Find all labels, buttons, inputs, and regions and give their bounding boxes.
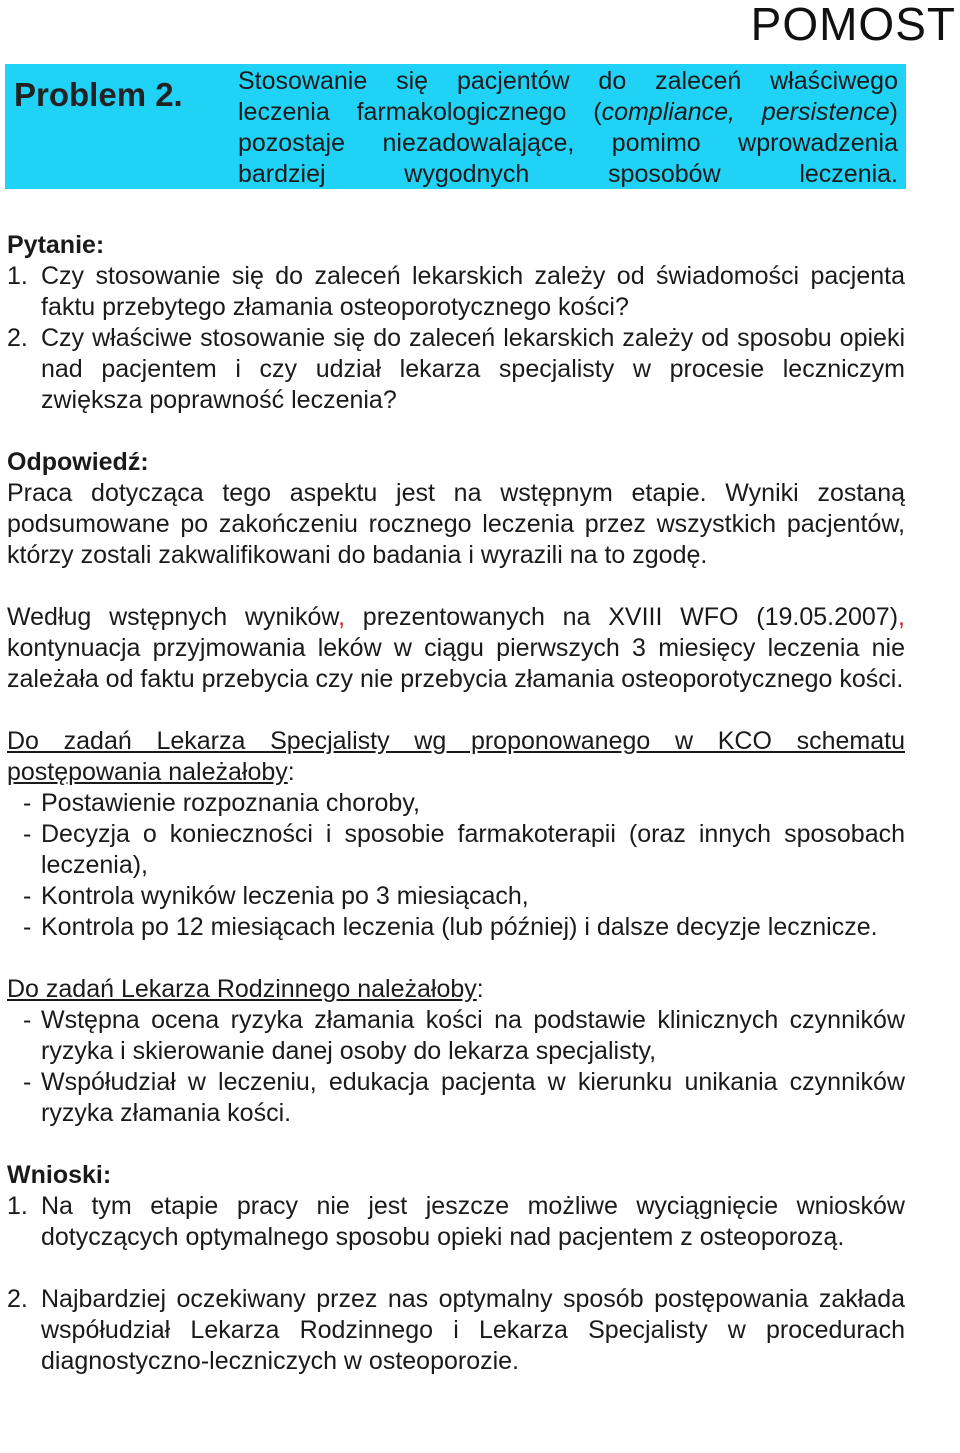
specjalista-item: - Decyzja o konieczności i sposobie farmakoterapii (oraz innych sposobach leczenia), [23, 820, 905, 879]
wnioski-item [7, 1284, 905, 1377]
problem-line-4: bardziej wygodnych sposobów leczenia. [238, 160, 898, 188]
red-comma: , [338, 603, 346, 631]
specjalista-heading: Do zadań Lekarza Specjalisty wg proponowanego w KCO schematu postępowania należałoby: [7, 727, 905, 786]
odpowiedz-heading: Odpowiedź: [7, 448, 149, 476]
odpowiedz-paragraph-2: Według wstępnych wyników, prezentowanych na XVIII WFO (19.05.2007), kontynuacja przyjmowania leków w ciągu pierwszych 3 miesięcy leczenia nie zależała od faktu przebycia czy nie przebycia złamania osteoporotycznego kości. [7, 603, 905, 693]
rodzinny-item: - Wstępna ocena ryzyka złamania kości na podstawie klinicznych czynników ryzyka i skierowanie danej osoby do lekarza specjalisty, [23, 1006, 905, 1065]
wnioski-item [7, 1191, 905, 1253]
logo-text: POMOST [750, 0, 956, 50]
problem-line-2: leczenia farmakologicznego (compliance, persistence) [238, 98, 898, 126]
problem-text [238, 66, 898, 190]
pytanie-item [7, 261, 905, 323]
item-text: Najbardziej oczekiwany przez nas optymalny sposób postępowania zakłada współudział Lekarza Rodzinnego i Lekarza Specjalisty w procedurach diagnostyczno-leczniczych w osteoporozie. [41, 1285, 905, 1375]
specjalista-item: - Kontrola po 12 miesiącach leczenia (lub później) i dalsze decyzje lecznicze. [23, 913, 878, 941]
item-text: Czy właściwe stosowanie się do zaleceń lekarskich zależy od sposobu opieki nad pacjentem i czy udział lekarza specjalisty w procesie leczniczym zwiększa poprawność leczenia? [41, 324, 905, 414]
problem-label: Problem 2. [14, 76, 183, 113]
rodzinny-item: - Współudział w leczeniu, edukacja pacjenta w kierunku unikania czynników ryzyka złamania kości. [23, 1068, 905, 1127]
problem-line-3: pozostaje niezadowalające, pomimo wprowadzenia [238, 129, 898, 157]
pomost-logo [750, 0, 956, 50]
item-number: 1. [7, 262, 28, 290]
specjalista-item: - Kontrola wyników leczenia po 3 miesiącach, [23, 882, 529, 910]
problem-italic-terms: compliance, persistence [601, 98, 890, 126]
item-number: 2. [7, 1285, 28, 1313]
odpowiedz-paragraph-1: Praca dotycząca tego aspektu jest na wstępnym etapie. Wyniki zostaną podsumowane po zakończeniu rocznego leczenia przez wszystkich pacjentów, którzy zostali zakwalifikowani do badania i wyrazili na to zgodę. [7, 479, 905, 569]
item-number: 2. [7, 324, 28, 352]
problem-line-1: Stosowanie się pacjentów do zaleceń właściwego [238, 67, 898, 95]
specjalista-item: - Postawienie rozpoznania choroby, [23, 789, 420, 817]
rodzinny-heading: Do zadań Lekarza Rodzinnego należałoby: [7, 975, 484, 1003]
document-body [7, 230, 905, 1377]
red-comma: , [898, 603, 905, 631]
wnioski-heading: Wnioski: [7, 1161, 112, 1189]
problem-banner [5, 64, 906, 189]
pytanie-item [7, 323, 905, 416]
item-text: Czy stosowanie się do zaleceń lekarskich zależy od świadomości pacjenta faktu przebytego złamania osteoporotycznego kości? [41, 262, 905, 321]
pytanie-heading: Pytanie: [7, 231, 105, 259]
item-text: Na tym etapie pracy nie jest jeszcze możliwe wyciągnięcie wniosków dotyczących optymalnego sposobu opieki nad pacjentem z osteoporozą. [41, 1192, 905, 1251]
item-number: 1. [7, 1192, 28, 1220]
